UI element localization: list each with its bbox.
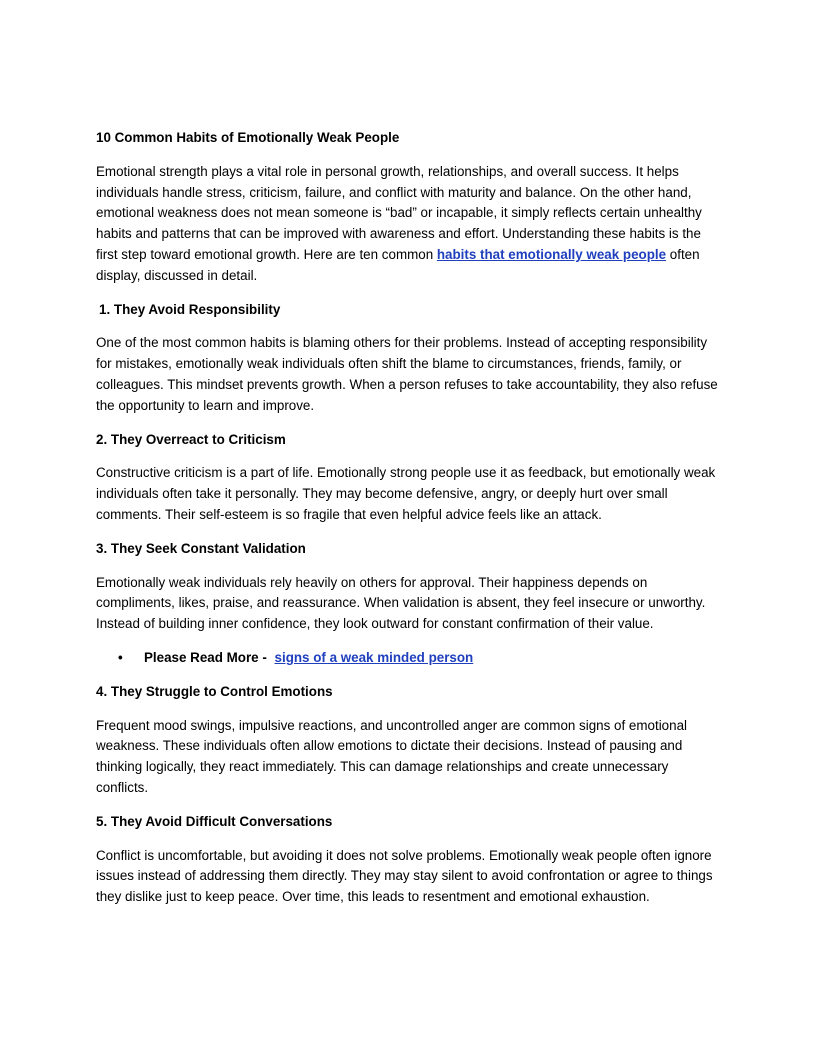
habits-link[interactable]: habits that emotionally weak people bbox=[436, 246, 667, 262]
intro-text-before-link: Emotional strength plays a vital role in personal growth, relationships, and overall success. It helps individuals handle stress, criticism, failure, and conflict with maturity and balance. On the other hand, emotional weakness does not mean someone is “bad” or incapable, it simply reflects certain unhealthy habits and patterns that can be improved with awareness and effort. Understanding these habits is the first step toward emotional growth. Here are ten common bbox=[96, 163, 702, 262]
section-body-2: Constructive criticism is a part of life. Emotionally strong people use it as feedback, but emotionally weak individuals often take it personally. They may become defensive, angry, or deeply hurt over small comments. Their self-esteem is so fragile that even helpful advice feels like an attack. bbox=[96, 465, 716, 522]
section-heading-2: 2. They Overreact to Criticism bbox=[96, 431, 286, 447]
section-body-4: Frequent mood swings, impulsive reactions, and uncontrolled anger are common signs of emotional weakness. These individuals often allow emotions to dictate their decisions. Instead of pausing and thinking logically, they react immediately. This can damage relationships and create unnecessary conflicts. bbox=[96, 717, 687, 795]
section-body-3: Emotionally weak individuals rely heavily on others for approval. Their happiness depends on compliments, likes, praise, and reassurance. When validation is absent, they feel insecure or unworthy. Instead of building inner confidence, they look outward for constant confirmation of their value. bbox=[96, 574, 706, 632]
document-page bbox=[96, 128, 724, 921]
section-heading-1: 1. They Avoid Responsibility bbox=[99, 301, 281, 317]
section-heading-4: 4. They Struggle to Control Emotions bbox=[96, 683, 333, 699]
read-more-item bbox=[96, 648, 724, 669]
intro-text-after-link: often display, discussed in detail. bbox=[96, 246, 700, 283]
section-heading-5: 5. They Avoid Difficult Conversations bbox=[96, 813, 333, 829]
section-body-1: One of the most common habits is blaming others for their problems. Instead of accepting responsibility for mistakes, emotionally weak individuals often shift the blame to circumstances, friends, family, or colleagues. This mindset prevents growth. When a person refuses to take accountability, they also refuse the opportunity to learn and improve. bbox=[96, 335, 718, 413]
read-more-list bbox=[96, 648, 724, 669]
bullet-icon: • bbox=[118, 649, 123, 665]
weak-minded-link[interactable]: signs of a weak minded person bbox=[274, 649, 474, 665]
section-heading-3: 3. They Seek Constant Validation bbox=[96, 540, 306, 556]
intro-paragraph bbox=[96, 162, 724, 287]
section-body-5: Conflict is uncomfortable, but avoiding it does not solve problems. Emotionally weak people often ignore issues instead of addressing them directly. They may stay silent to avoid confrontation or agree to things they dislike just to keep peace. Over time, this leads to resentment and emotional exhaustion. bbox=[96, 847, 713, 905]
article-title: 10 Common Habits of Emotionally Weak People bbox=[96, 130, 400, 145]
read-more-label: Please Read More - bbox=[144, 649, 271, 665]
